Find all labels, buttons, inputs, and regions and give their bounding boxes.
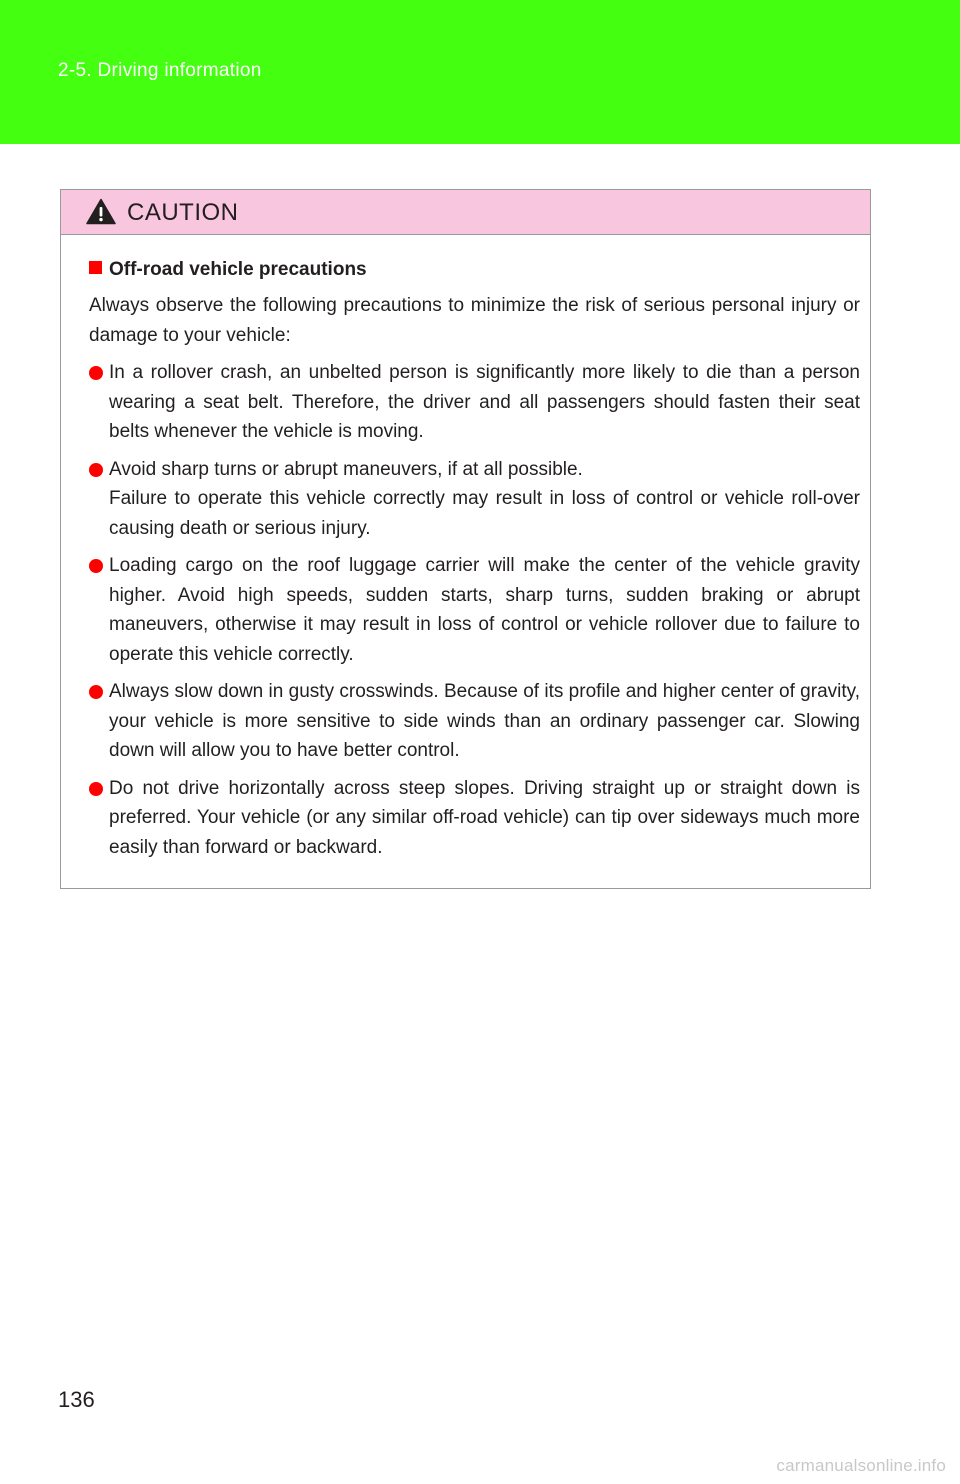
list-item-text-continued: Failure to operate this vehicle correctly may result in loss of control or vehicle roll-over causing death or serious injury. <box>109 488 860 539</box>
list-item <box>89 677 860 766</box>
list-item-text: Always slow down in gusty crosswinds. Because of its profile and higher center of gravity, your vehicle is more sensitive to side winds than an ordinary passenger car. Slowing down will allow you to have better control. <box>109 681 860 761</box>
red-dot-bullet-icon <box>89 782 103 796</box>
precautions-heading <box>89 255 860 284</box>
list-item-text: Avoid sharp turns or abrupt maneuvers, if at all possible. <box>109 458 583 480</box>
page-number: 136 <box>58 1387 95 1412</box>
warning-triangle-icon <box>86 198 116 225</box>
precautions-heading-text: Off-road vehicle precautions <box>109 259 367 280</box>
list-item <box>89 455 860 544</box>
list-item <box>89 358 860 447</box>
list-item-text: In a rollover crash, an unbelted person is significantly more likely to die than a person wearing a seat belt. Therefore, the driver and all passengers should fasten their seat belts whenever the vehicle is moving. <box>109 362 860 442</box>
red-dot-bullet-icon <box>89 463 103 477</box>
red-dot-bullet-icon <box>89 366 103 380</box>
header-bar <box>0 0 960 144</box>
caution-header <box>61 190 870 235</box>
red-dot-bullet-icon <box>89 559 103 573</box>
section-title: 2-5. Driving information <box>58 60 262 81</box>
precaution-list <box>89 358 860 862</box>
list-item-text: Loading cargo on the roof luggage carrier will make the center of the vehicle gravity higher. Avoid high speeds, sudden starts, sharp turns, sudden braking or abrupt maneuvers, otherwise it may result in loss of control or vehicle rollover due to failure to operate this vehicle correctly. <box>109 555 860 665</box>
list-item <box>89 551 860 669</box>
red-square-bullet-icon <box>89 261 102 274</box>
caution-body <box>61 235 870 862</box>
caution-box <box>60 189 871 889</box>
watermark: carmanualsonline.info <box>776 1456 946 1475</box>
intro-paragraph: Always observe the following precautions to minimize the risk of serious personal injury or damage to your vehicle: <box>89 295 860 346</box>
red-dot-bullet-icon <box>89 685 103 699</box>
list-item <box>89 774 860 863</box>
caution-label: CAUTION <box>127 199 239 226</box>
list-item-text: Do not drive horizontally across steep slopes. Driving straight up or straight down is preferred. Your vehicle (or any similar off-road vehicle) can tip over sideways much more easily than forward or backward. <box>109 777 860 858</box>
